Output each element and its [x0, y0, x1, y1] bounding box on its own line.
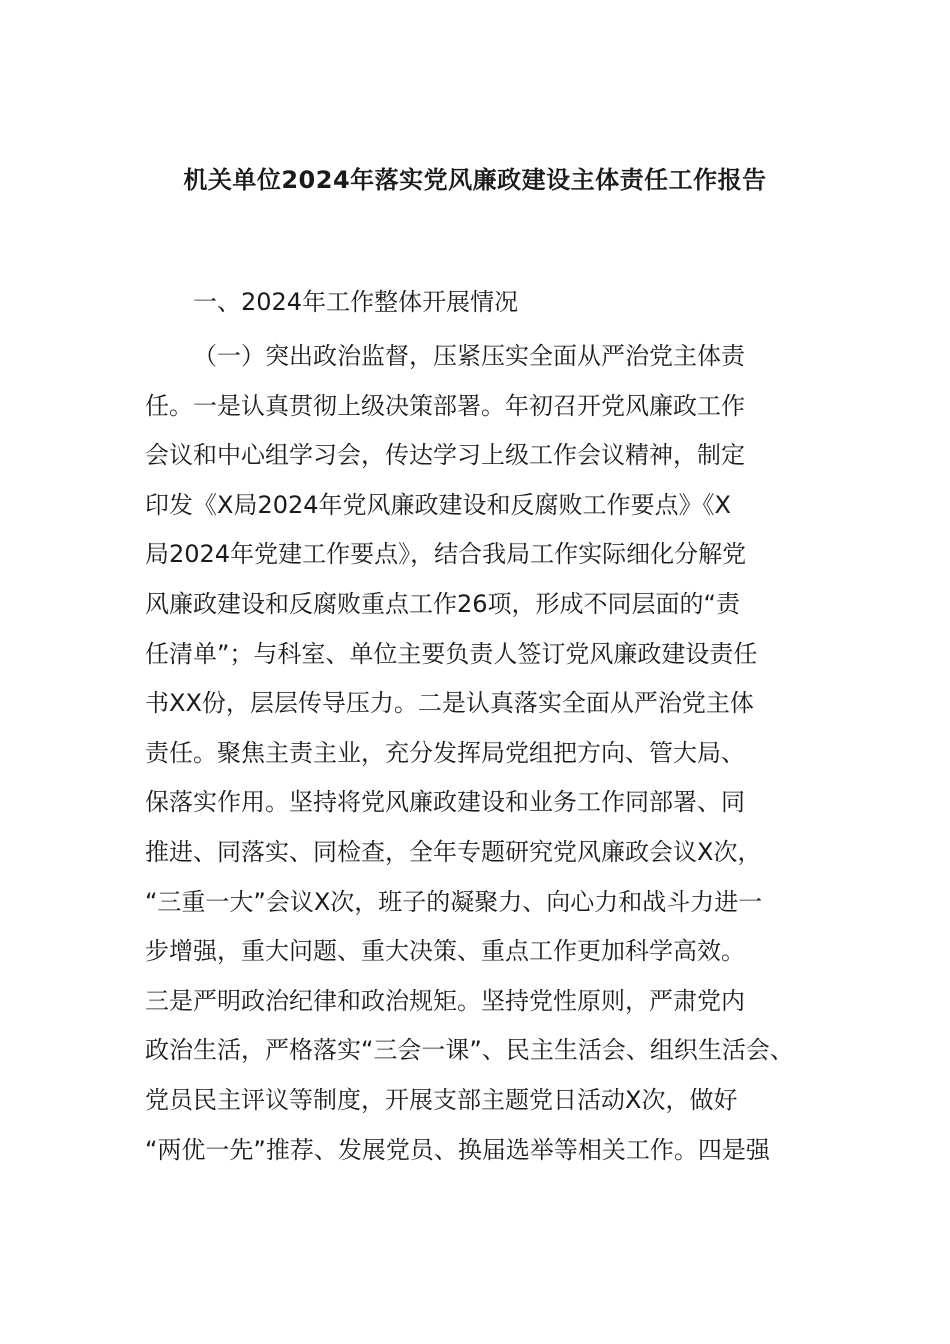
paragraph-line: 责任。聚焦主责主业，充分发挥局党组把方向、管大局、 [145, 738, 745, 767]
paragraph-line: 任清单”；与科室、单位主要负责人签订党风廉政建设责任 [145, 639, 758, 668]
paragraph-line: 三是严明政治纪律和政治规矩。坚持党性原则，严肃党内 [145, 986, 745, 1015]
paragraph-line: “三重一大”会议X次，班子的凝聚力、向心力和战斗力进一 [145, 887, 763, 916]
paragraph-line: 书XX份，层层传导压力。二是认真落实全面从严治党主体 [145, 689, 754, 718]
paragraph-line: 印发《X局2024年党风廉政建设和反腐败工作要点》《X [145, 490, 731, 519]
paragraph-line: 党员民主评议等制度，开展支部主题党日活动X次，做好 [145, 1085, 738, 1114]
paragraph-line: 步增强，重大问题、重大决策、重点工作更加科学高效。 [145, 937, 745, 966]
paragraph-line: 会议和中心组学习会，传达学习上级工作会议精神，制定 [145, 441, 745, 470]
paragraph-line: 风廉政建设和反腐败重点工作26项，形成不同层面的“责 [145, 589, 740, 618]
paragraph-line: 推进、同落实、同检查，全年专题研究党风廉政会议X次， [145, 837, 762, 866]
section-heading: 一、2024年工作整体开展情况 [193, 288, 519, 316]
paragraph-line: 保落实作用。坚持将党风廉政建设和业务工作同部署、同 [145, 788, 745, 817]
paragraph-line: 任。一是认真贯彻上级决策部署。年初召开党风廉政工作 [145, 391, 745, 420]
paragraph-line: 政治生活，严格落实“三会一课”、民主生活会、组织生活会、 [145, 1036, 794, 1065]
document-title: 机关单位2024年落实党风廉政建设主体责任工作报告 [183, 166, 767, 194]
paragraph-line: （一）突出政治监督，压紧压实全面从严治党主体责 [193, 342, 745, 370]
paragraph-line: “两优一先”推荐、发展党员、换届选举等相关工作。四是强 [145, 1135, 770, 1164]
body-paragraph [145, 332, 835, 1175]
paragraph-line: 局2024年党建工作要点》，结合我局工作实际细化分解党 [145, 540, 747, 569]
